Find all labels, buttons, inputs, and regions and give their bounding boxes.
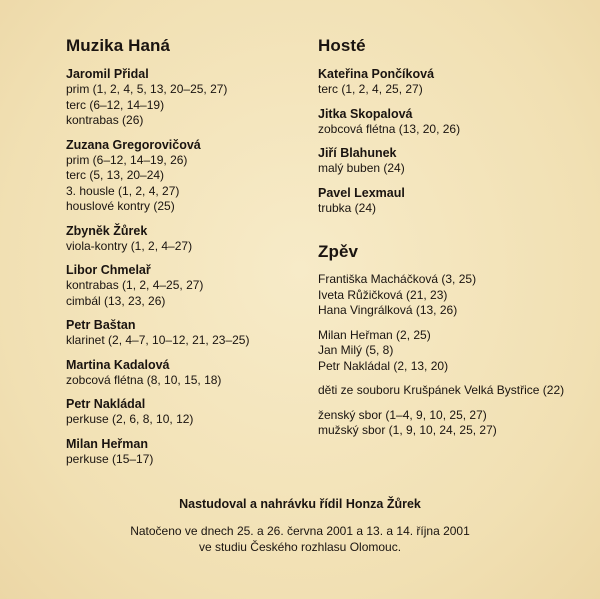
credit-line: Nastudoval a nahrávku řídil Honza Žůrek [179, 497, 421, 511]
muzika-member-role: houslové kontry (25) [66, 199, 175, 213]
muzika-member-role: kontrabas (1, 2, 4–25, 27) [66, 278, 204, 292]
muzika-member-role: perkuse (2, 6, 8, 10, 12) [66, 412, 194, 426]
recording-studio-line: ve studiu Českého rozhlasu Olomouc. [198, 540, 402, 554]
muzika-member-role: terc (6–12, 14–19) [66, 97, 165, 112]
muzika-member-role: kontrabas (26) [66, 113, 144, 127]
muzika-member [66, 262, 306, 309]
zpev-singer: Iveta Růžičková (21, 23) [318, 287, 448, 302]
muzika-member [66, 317, 306, 349]
zpev-singer: děti ze souboru Krušpánek Velká Bystřice (22) [318, 383, 565, 397]
zpev-singer: Františka Macháčková (3, 25) [318, 272, 477, 286]
hoste-member-role: zobcová flétna (13, 20, 26) [318, 121, 461, 136]
zpev-singer: ženský sbor (1–4, 9, 10, 25, 27) [318, 407, 487, 422]
muzika-member-role: prim (1, 2, 4, 5, 13, 20–25, 27) [66, 82, 228, 96]
muzika-member-name: Martina Kadalová [66, 357, 170, 372]
muzika-member-name: Petr Nakládal [66, 397, 146, 411]
muzika-member-name: Zbyněk Žůrek [66, 223, 148, 238]
muzika-member-role: klarinet (2, 4–7, 10–12, 21, 23–25) [66, 333, 250, 347]
hoste-member [318, 145, 588, 177]
muzika-member-role: zobcová flétna (8, 10, 15, 18) [66, 372, 222, 387]
zpev-list [318, 272, 588, 439]
zpev-block [318, 272, 588, 319]
muzika-member-role: 3. housle (1, 2, 4, 27) [66, 183, 180, 198]
hoste-member [318, 66, 588, 98]
zpev-block [318, 383, 588, 399]
muzika-member-role: viola-kontry (1, 2, 4–27) [66, 238, 193, 253]
zpev-singer: mužský sbor (1, 9, 10, 24, 25, 27) [318, 423, 497, 437]
muzika-member [66, 137, 306, 215]
hoste-member-name: Jitka Skopalová [318, 106, 413, 121]
hoste-member [318, 106, 588, 138]
zpev-heading: Zpěv [318, 242, 359, 261]
muzika-member [66, 223, 306, 255]
muzika-member [66, 396, 306, 428]
zpev-singer: Hana Vingrálková (13, 26) [318, 303, 458, 317]
zpev-block [318, 328, 588, 375]
right-column [318, 36, 588, 448]
hoste-member [318, 185, 588, 217]
muzika-member [66, 436, 306, 468]
muzika-member [66, 357, 306, 389]
zpev-singer: Milan Heřman (2, 25) [318, 327, 431, 342]
hoste-member-name: Kateřina Pončíková [318, 67, 435, 81]
muzika-hana-heading: Muzika Haná [66, 36, 171, 55]
hoste-member-name: Jiří Blahunek [318, 146, 397, 160]
hoste-member-role: terc (1, 2, 4, 25, 27) [318, 82, 423, 96]
hoste-member-role: malý buben (24) [318, 161, 405, 175]
muzika-member-name: Libor Chmelař [66, 263, 151, 277]
zpev-singer: Jan Milý (5, 8) [318, 343, 394, 357]
muzika-member-name: Zuzana Gregorovičová [66, 137, 201, 152]
zpev-block [318, 408, 588, 439]
muzika-member [66, 66, 306, 129]
muzika-hana-column [66, 36, 306, 475]
muzika-member-role: perkuse (15–17) [66, 451, 154, 466]
hoste-member-list [318, 66, 588, 216]
muzika-member-list [66, 66, 306, 467]
muzika-member-role: cimbál (13, 23, 26) [66, 293, 166, 308]
muzika-member-name: Milan Heřman [66, 436, 148, 451]
muzika-member-role: terc (5, 13, 20–24) [66, 168, 165, 182]
hoste-member-name: Pavel Lexmaul [318, 185, 405, 200]
muzika-member-role: prim (6–12, 14–19, 26) [66, 152, 188, 167]
muzika-member-name: Petr Baštan [66, 318, 136, 332]
hoste-heading: Hosté [318, 36, 366, 55]
recording-dates-line: Natočeno ve dnech 25. a 26. června 2001 a 13. a 14. října 2001 [130, 524, 470, 538]
muzika-member-name: Jaromil Přidal [66, 67, 149, 81]
hoste-member-role: trubka (24) [318, 200, 377, 215]
zpev-singer: Petr Nakládal (2, 13, 20) [318, 358, 449, 373]
